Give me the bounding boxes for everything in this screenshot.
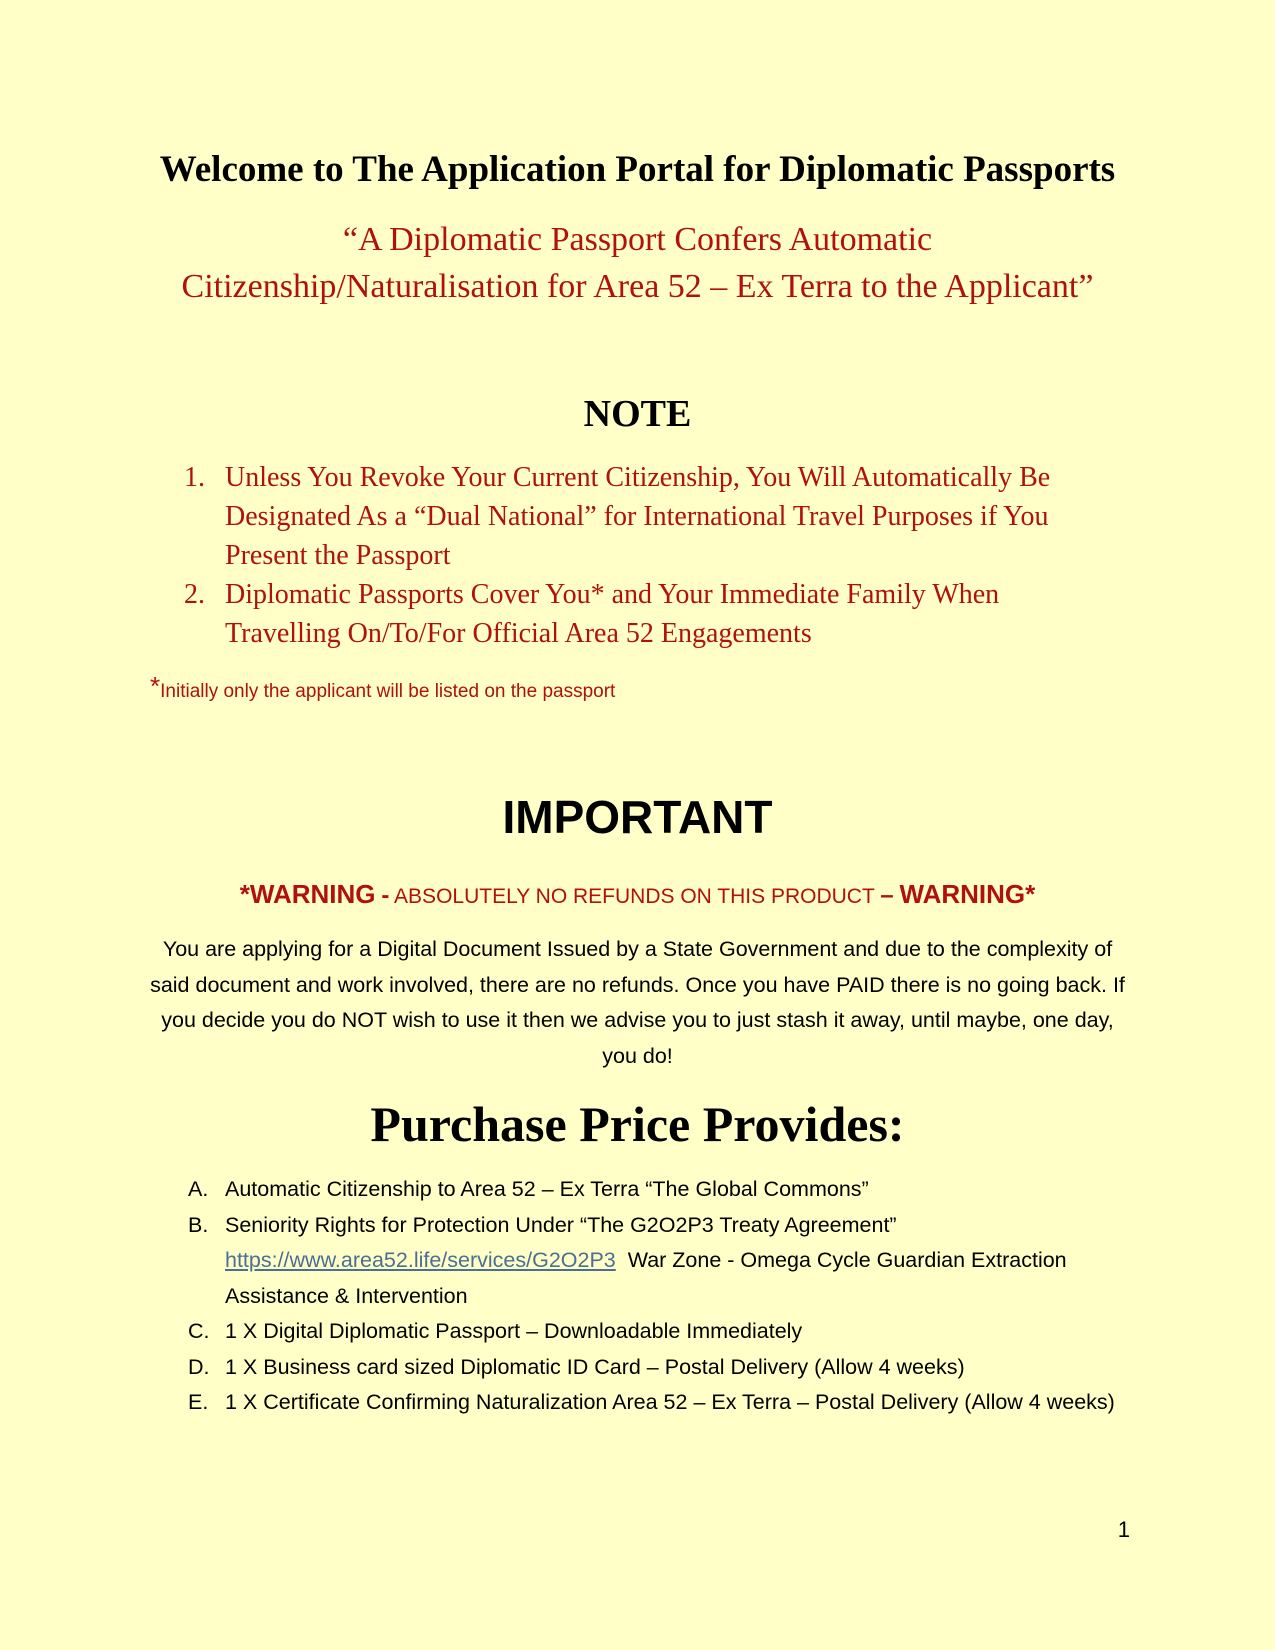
provides-list — [188, 1172, 1138, 1421]
important-heading: IMPORTANT — [502, 791, 773, 843]
warning-dash-left: - — [381, 882, 390, 909]
purchase-heading: Purchase Price Provides: — [370, 1096, 905, 1152]
note-item-text: Diplomatic Passports Cover You* and Your Immediate Family When Travelling On/To/For Official Area 52 Engagements — [225, 579, 1000, 649]
provides-item-letter: C. — [188, 1319, 210, 1343]
provides-item-b-continuation: War Zone - Omega Cycle Guardian Extraction Assistance & Intervention — [225, 1248, 1067, 1308]
provides-item-text: Seniority Rights for Protection Under “The G2O2P3 Treaty Agreement” — [225, 1212, 897, 1237]
note-heading: NOTE — [583, 393, 692, 435]
page-title: Welcome to The Application Portal for Diplomatic Passports — [159, 149, 1116, 190]
provides-item-text: 1 X Certificate Confirming Naturalization Area 52 – Ex Terra – Postal Delivery (Allow 4 weeks) — [225, 1390, 1115, 1414]
subtitle-line-2: Citizenship/Naturalisation for Area 52 – Ex Terra to the Applicant” — [181, 268, 1094, 305]
note-list — [184, 458, 1114, 653]
warning-dash-right: – — [880, 882, 894, 909]
note-item-text: Unless You Revoke Your Current Citizenship, You Will Automatically Be Designated As a “Dual National” for International Travel Purposes if You Present the Passport — [225, 462, 1051, 571]
provides-item-text: 1 X Digital Diplomatic Passport – Downloadable Immediately — [225, 1319, 803, 1343]
warning-line — [0, 878, 1275, 913]
note-item-number: 1. — [184, 462, 205, 493]
provides-item-text: 1 X Business card sized Diplomatic ID Card – Postal Delivery (Allow 4 weeks) — [225, 1354, 965, 1379]
provides-item-b — [188, 1208, 1138, 1315]
footnote — [150, 672, 615, 706]
subtitle-line-1: “A Diplomatic Passport Confers Automatic — [342, 221, 933, 258]
provides-item-e — [188, 1385, 1138, 1421]
warning-label-left: *WARNING — [239, 879, 376, 909]
provides-item-letter: B. — [188, 1212, 209, 1237]
g2o2p3-link[interactable]: https://www.area52.life/services/G2O2P3 — [225, 1248, 616, 1272]
refund-paragraph: You are applying for a Digital Document Issued by a State Government and due to the complexity of said document and work involved, there are no refunds. Once you have PAID there is no going back. If you decide you do NOT wish to use it then we advise you to just stash it away, until maybe, one day, you do! — [150, 937, 1125, 1068]
provides-item-c — [188, 1314, 1138, 1350]
footnote-marker: * — [150, 671, 161, 701]
provides-item-a — [188, 1172, 1138, 1208]
provides-item-letter: A. — [188, 1177, 209, 1201]
provides-item-letter: D. — [188, 1354, 210, 1379]
note-item-2 — [184, 575, 1114, 653]
footnote-text: Initially only the applicant will be listed on the passport — [160, 681, 616, 702]
provides-item-text: Automatic Citizenship to Area 52 – Ex Terra “The Global Commons” — [225, 1177, 869, 1201]
provides-item-letter: E. — [188, 1390, 209, 1414]
note-item-1 — [184, 458, 1114, 575]
page-number: 1 — [1117, 1517, 1130, 1542]
note-item-number: 2. — [184, 579, 205, 610]
provides-item-d — [188, 1350, 1138, 1386]
subtitle-quote — [100, 216, 1175, 310]
warning-label-right: WARNING* — [899, 879, 1036, 909]
warning-message: ABSOLUTELY NO REFUNDS ON THIS PRODUCT — [394, 885, 875, 908]
